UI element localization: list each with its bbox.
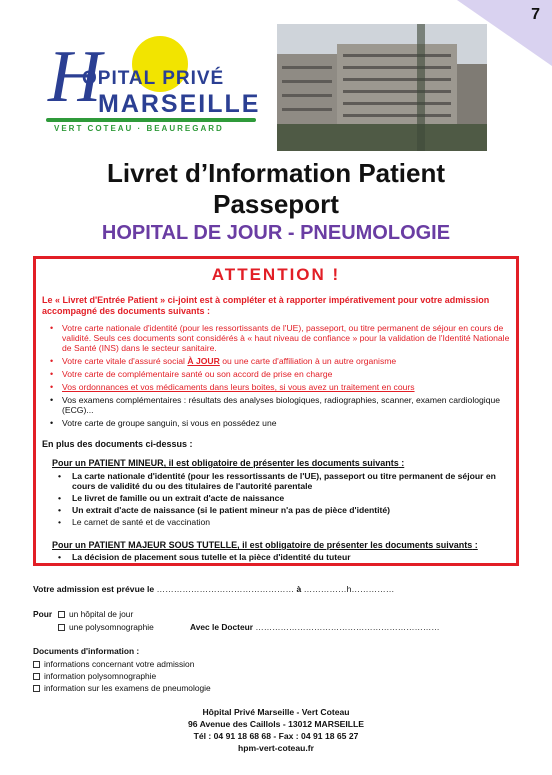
page-number: 7 [531,6,540,23]
logo-letter: H [48,36,102,118]
admission-date-line [33,584,394,594]
building-photo-icon [277,24,487,151]
guardian-patient-heading: Pour un PATIENT MAJEUR SOUS TUTELLE, il est obligatoire de présenter les documents suivants : [52,540,478,550]
footer-phone: Tél : 04 91 18 68 68 - Fax : 04 91 18 65 27 [193,731,359,741]
checkbox-icon[interactable] [33,673,40,680]
footer-website[interactable]: hpm-vert-coteau.fr [238,743,314,753]
minor-patient-heading-text: Pour un PATIENT MINEUR, il est obligatoire de présenter les documents suivants [52,458,399,468]
list-item-text: Un extrait d'acte de naissance (si le patient mineur n'a pas de pièce d'identité) [72,505,390,515]
document-title-line2: Passeport [213,189,339,219]
admission-date-field[interactable]: ………………………………………… [156,584,295,594]
for-label: Pour [33,609,53,619]
option-day-hospital-label: un hôpital de jour [69,609,134,619]
list-item [42,356,518,366]
logo-line3: VERT COTEAU · BEAUREGARD [54,124,224,133]
list-item-text: La décision de placement sous tutelle et la pièce d'identité du tuteur [72,552,351,562]
checkbox-icon[interactable] [58,624,65,631]
option-polysomnography-label: une polysomnographie [69,622,154,632]
list-item [42,395,518,415]
doctor-line [190,622,440,632]
info-document-item[interactable] [33,683,211,693]
guardian-patient-heading-text: Pour un PATIENT MAJEUR SOUS TUTELLE, il est obligatoire de présenter les documents suivants [52,540,473,550]
document-title-line1: Livret d’Information Patient [106,158,446,188]
list-item [52,517,512,527]
list-item [42,382,518,392]
list-item-text: Votre carte de complémentaire santé ou son accord de prise en charge [62,369,333,379]
list-item-emphasis: À JOUR [187,356,220,366]
list-item-text: Le livret de famille ou un extrait d'acte de naissance [72,493,285,503]
info-document-label: information sur les examens de pneumologie [44,683,211,693]
list-item [52,493,512,503]
info-document-label: information polysomnographie [44,671,157,681]
list-item-text: Votre carte de groupe sanguin, si vous en possédez une [62,418,277,428]
footer-name: Hôpital Privé Marseille - Vert Coteau [202,707,350,717]
admission-at-label: à [296,584,302,594]
info-documents-heading: Documents d'information : [33,646,140,656]
checkbox-icon[interactable] [58,611,65,618]
list-item-text: Vos examens complémentaires : résultats des analyses biologiques, radiographies, scanner, examen cardiologique (ECG)... [62,395,501,415]
list-item-text: Le carnet de santé et de vaccination [72,517,211,527]
building-photo [277,24,487,151]
logo-swoosh [46,118,256,122]
list-item [42,323,518,353]
checkbox-icon[interactable] [33,685,40,692]
attention-box [33,256,519,566]
list-item [52,552,512,562]
option-day-hospital[interactable] [58,609,133,619]
info-document-item[interactable] [33,659,194,669]
footer-address: 96 Avenue des Caillols - 13012 MARSEILLE [187,719,365,729]
list-item-text: ou une carte d'affiliation à un autre organisme [219,356,397,366]
doctor-label: Avec le Docteur [190,622,253,632]
info-document-label: informations concernant votre admission [44,659,195,669]
info-document-item[interactable] [33,671,156,681]
list-item [52,505,512,515]
list-item-text: Votre carte nationale d'identité (pour les ressortissants de l'UE), passeport, ou titre permanent de séjour en cours de validité. Seuls ces documents sont considérés à « haut niveau de confiance » pour la validation de l'Identité Nationale de Santé (INS) dans le secteur sanitaire. [62,323,510,353]
list-item [52,471,512,491]
list-item-text: Votre carte vitale d'assuré social [62,356,188,366]
doctor-field[interactable]: ………………………………………………………… [255,622,440,632]
required-documents-list [42,323,518,431]
checkbox-icon[interactable] [33,661,40,668]
guardian-documents-list [52,552,512,564]
extra-documents-heading: En plus des documents ci-dessus : [42,439,193,449]
document-subtitle: HOPITAL DE JOUR - PNEUMOLOGIE [101,222,451,244]
list-item-text: La carte nationale d'identité (pour les ressortissants de l'UE), passeport ou titre permanent de séjour en cours de validité du ou des titulaires de l'autorité parentale [72,471,496,491]
attention-intro: Le « Livret d'Entrée Patient » ci-joint est à compléter et à rapporter impérativement pour votre admission accompagné des documents suivants : [42,295,490,316]
list-item-text: Vos ordonnances et vos médicaments dans leurs boites, si vous avez un traitement en cours [62,382,415,392]
minor-patient-heading: Pour un PATIENT MINEUR, il est obligatoire de présenter les documents suivants : [52,458,405,468]
minor-documents-list [52,471,512,529]
option-polysomnography[interactable] [58,622,154,632]
logo-line1: OPITAL PRIVÉ [82,68,225,89]
logo-line2: MARSEILLE [98,90,261,118]
admission-time-field[interactable]: ……………h…………… [303,584,395,594]
attention-heading: ATTENTION ! [211,265,341,284]
hospital-logo [46,36,266,142]
admission-date-label: Votre admission est prévue le [33,584,155,594]
list-item [42,418,518,428]
list-item [42,369,518,379]
